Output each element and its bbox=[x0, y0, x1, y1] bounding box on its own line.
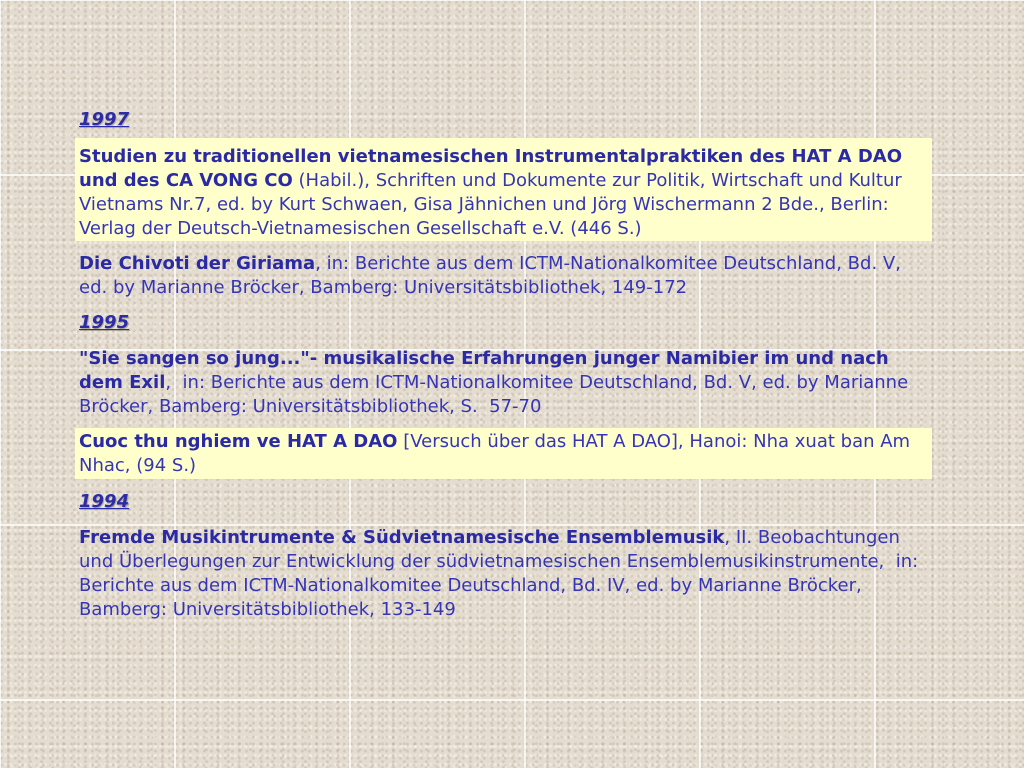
bibliography-entry bbox=[75, 526, 932, 622]
entry-details: [Versuch über das HAT A DAO], Hanoi: Nha xuat ban Am Nhac, (94 S.) bbox=[79, 431, 916, 476]
bibliography-entry bbox=[75, 428, 932, 479]
entry-title: Fremde Musikintrumente & Südvietnamesische Ensemblemusik bbox=[79, 527, 725, 548]
entry-title: "Sie sangen so jung..."- musikalische Erfahrungen junger Namibier im und nach dem Exil bbox=[79, 348, 895, 393]
bibliography-entry bbox=[75, 138, 932, 241]
entry-details: , II. Beobachtungen und Überlegungen zur Entwicklung der südvietnamesischen Ensemblemusikinstrumente, in: Berichte aus dem ICTM-Nationalkomitee Deutschland, Bd. IV, ed. by Marianne Bröcker, Bamberg: Universitätsbibliothek, 133-149 bbox=[79, 527, 924, 620]
year-heading: 1997 bbox=[79, 109, 130, 130]
entry-details: , in: Berichte aus dem ICTM-Nationalkomitee Deutschland, Bd. V, ed. by Marianne Bröcker, Bamberg: Universitätsbibliothek, S. 57-70 bbox=[79, 372, 914, 417]
entry-title: Die Chivoti der Giriama bbox=[79, 253, 316, 274]
entry-details: , in: Berichte aus dem ICTM-Nationalkomitee Deutschland, Bd. V, ed. by Marianne Bröcker, Bamberg: Universitätsbibliothek, 149-172 bbox=[79, 253, 907, 298]
entry-details: (Habil.), Schriften und Dokumente zur Politik, Wirtschaft und Kultur Vietnams Nr.7, ed. by Kurt Schwaen, Gisa Jähnichen und Jörg Wischermann 2 Bde., Berlin: Verlag der Deutsch-Vietnamesischen Gesellschaft e.V. (446 S.) bbox=[79, 170, 908, 239]
bibliography-slide bbox=[75, 108, 932, 622]
year-heading: 1995 bbox=[79, 312, 130, 333]
bibliography-entry bbox=[75, 252, 932, 300]
entry-title: Cuoc thu nghiem ve HAT A DAO bbox=[79, 431, 398, 452]
year-heading: 1994 bbox=[79, 491, 130, 512]
bibliography-entry bbox=[75, 347, 932, 419]
entry-title: Studien zu traditionellen vietnamesischen Instrumentalpraktiken des HAT A DAO und des CA VONG CO bbox=[79, 146, 909, 191]
